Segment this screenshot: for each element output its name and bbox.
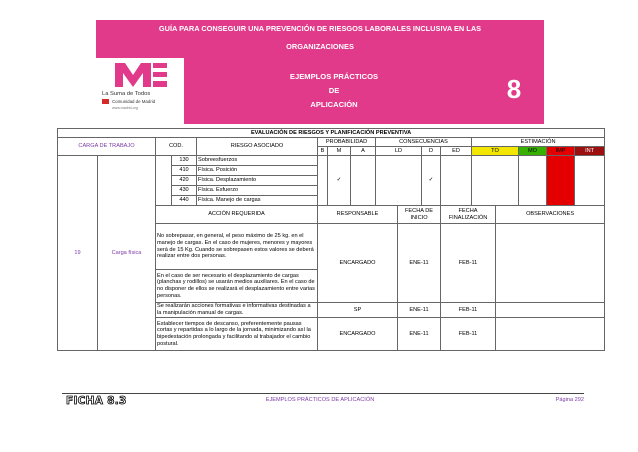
prob-a-cell: [351, 156, 376, 206]
section-number: 8: [506, 74, 522, 104]
risk-cod: 420: [172, 176, 197, 186]
header-cod: COD.: [156, 138, 197, 156]
risk-cod: 430: [172, 186, 197, 196]
footer-rule: [62, 393, 584, 394]
est-level-to: TO: [472, 147, 519, 156]
prob-level-a: A: [351, 147, 376, 156]
est-level-mo: MO: [519, 147, 547, 156]
section-title-line1: EJEMPLOS PRÁCTICOS: [289, 72, 379, 81]
m-logo-icon: [113, 61, 169, 89]
action-fin: FEB-11: [441, 318, 496, 351]
action-fin: FEB-11: [441, 303, 496, 318]
guide-title-line1: GUÍA PARA CONSEGUIR UNA PREVENCIÓN DE RIESGOS LABORALES INCLUSIVA EN LAS: [158, 24, 482, 33]
header-observaciones: OBSERVACIONES: [496, 206, 605, 224]
action-text: En el caso de ser necesario el desplazamiento de cargas (planchas y rodillos) se usarán medios auxiliares. En el caso de no disponer de ellos se realizará el desplazamiento entre varias personas.: [156, 270, 318, 303]
header-riesgo-asociado: RIESGO ASOCIADO: [197, 138, 318, 156]
logo-url: www.madrid.org: [112, 106, 138, 110]
header-fecha-inicio: FECHA DE INICIO: [398, 206, 441, 224]
cons-ld-cell: [376, 156, 422, 206]
risk-desc: Física. Posición: [197, 166, 318, 176]
risk-cod: 440: [172, 196, 197, 206]
risk-desc: Física. Manejo de cargas: [197, 196, 318, 206]
est-to-cell: [472, 156, 519, 206]
check-icon: ✓: [328, 156, 351, 206]
est-imp-cell: [547, 156, 575, 206]
footer-ficha-label: FICHA 8.3: [66, 395, 127, 407]
action-inicio: ENE-11: [398, 318, 441, 351]
guide-title-line2: ORGANIZACIONES: [286, 42, 354, 51]
risk-cod: 130: [172, 156, 197, 166]
header-fecha-finalizacion: FECHA FINALIZACIÓN: [441, 206, 496, 224]
action-observaciones: [496, 318, 605, 351]
est-level-imp: IMP: [547, 147, 575, 156]
check-icon: ✓: [422, 156, 441, 206]
header-probabilidad: PROBABILIDAD: [318, 138, 376, 147]
risk-cod: 410: [172, 166, 197, 176]
row-label: Carga física: [98, 156, 156, 351]
risk-evaluation-table: [57, 128, 605, 351]
action-inicio: ENE-11: [398, 224, 441, 303]
logo-tagline: La Suma de Todos: [102, 91, 151, 97]
risk-desc: Física. Esfuerzo: [197, 186, 318, 196]
cons-ed-cell: [441, 156, 472, 206]
prob-level-m: M: [328, 147, 351, 156]
action-responsable: ENCARGADO: [318, 318, 398, 351]
header-consecuencias: CONSECUENCIAS: [376, 138, 472, 147]
cons-level-ed: ED: [441, 147, 472, 156]
action-responsable: ENCARGADO: [318, 224, 398, 303]
est-int-cell: [575, 156, 605, 206]
est-mo-cell: [519, 156, 547, 206]
header-responsable: RESPONSABLE: [318, 206, 398, 224]
section-title-line2: DE: [328, 86, 340, 95]
risk-desc: Sobreesfuerzos: [197, 156, 318, 166]
action-text: Se realizarán acciones formativas e informativas destinadas a la manipulación manual de cargas.: [156, 303, 318, 318]
action-observaciones: [496, 224, 605, 303]
footer-page-number: Página 292: [555, 397, 584, 403]
logo-org: Comunidad de Madrid: [112, 99, 156, 104]
table-title: EVALUACIÓN DE RIESGOS Y PLANIFICACIÓN PREVENTIVA: [58, 129, 605, 138]
prob-b-cell: [318, 156, 328, 206]
comunidad-madrid-logo: [96, 58, 184, 124]
header-carga-trabajo: CARGA DE TRABAJO: [58, 138, 156, 156]
row-number: 19: [58, 156, 98, 351]
header-accion-requerida: ACCIÓN REQUERIDA: [156, 206, 318, 224]
cons-level-ld: LD: [376, 147, 422, 156]
action-text: No sobrepasar, en general, el peso máximo de 25 kg. en el manejo de cargas. En el caso de mujeres, menores y mayores será de 15 Kg. Cuando se sobrepasen estos valores se deberá realizar entre dos personas.: [156, 224, 318, 270]
prob-level-b: B: [318, 147, 328, 156]
risk-desc: Física. Desplazamiento: [197, 176, 318, 186]
header-estimacion: ESTIMACIÓN: [472, 138, 605, 147]
section-title-line3: APLICACIÓN: [310, 100, 358, 109]
risk-spacer: [156, 156, 172, 206]
footer-section-name: EJEMPLOS PRÁCTICOS DE APLICACIÓN: [265, 397, 375, 403]
cons-level-d: D: [422, 147, 441, 156]
action-responsable: SP: [318, 303, 398, 318]
action-observaciones: [496, 303, 605, 318]
est-level-int: INT: [575, 147, 605, 156]
action-inicio: ENE-11: [398, 303, 441, 318]
action-fin: FEB-11: [441, 224, 496, 303]
action-text: Establecer tiempos de descanso, preferentemente pausas cortas y repartidas a lo largo de la jornada, minimizando así la bipedestación prolongada y facilitando al trabajador el cambio postural.: [156, 318, 318, 351]
